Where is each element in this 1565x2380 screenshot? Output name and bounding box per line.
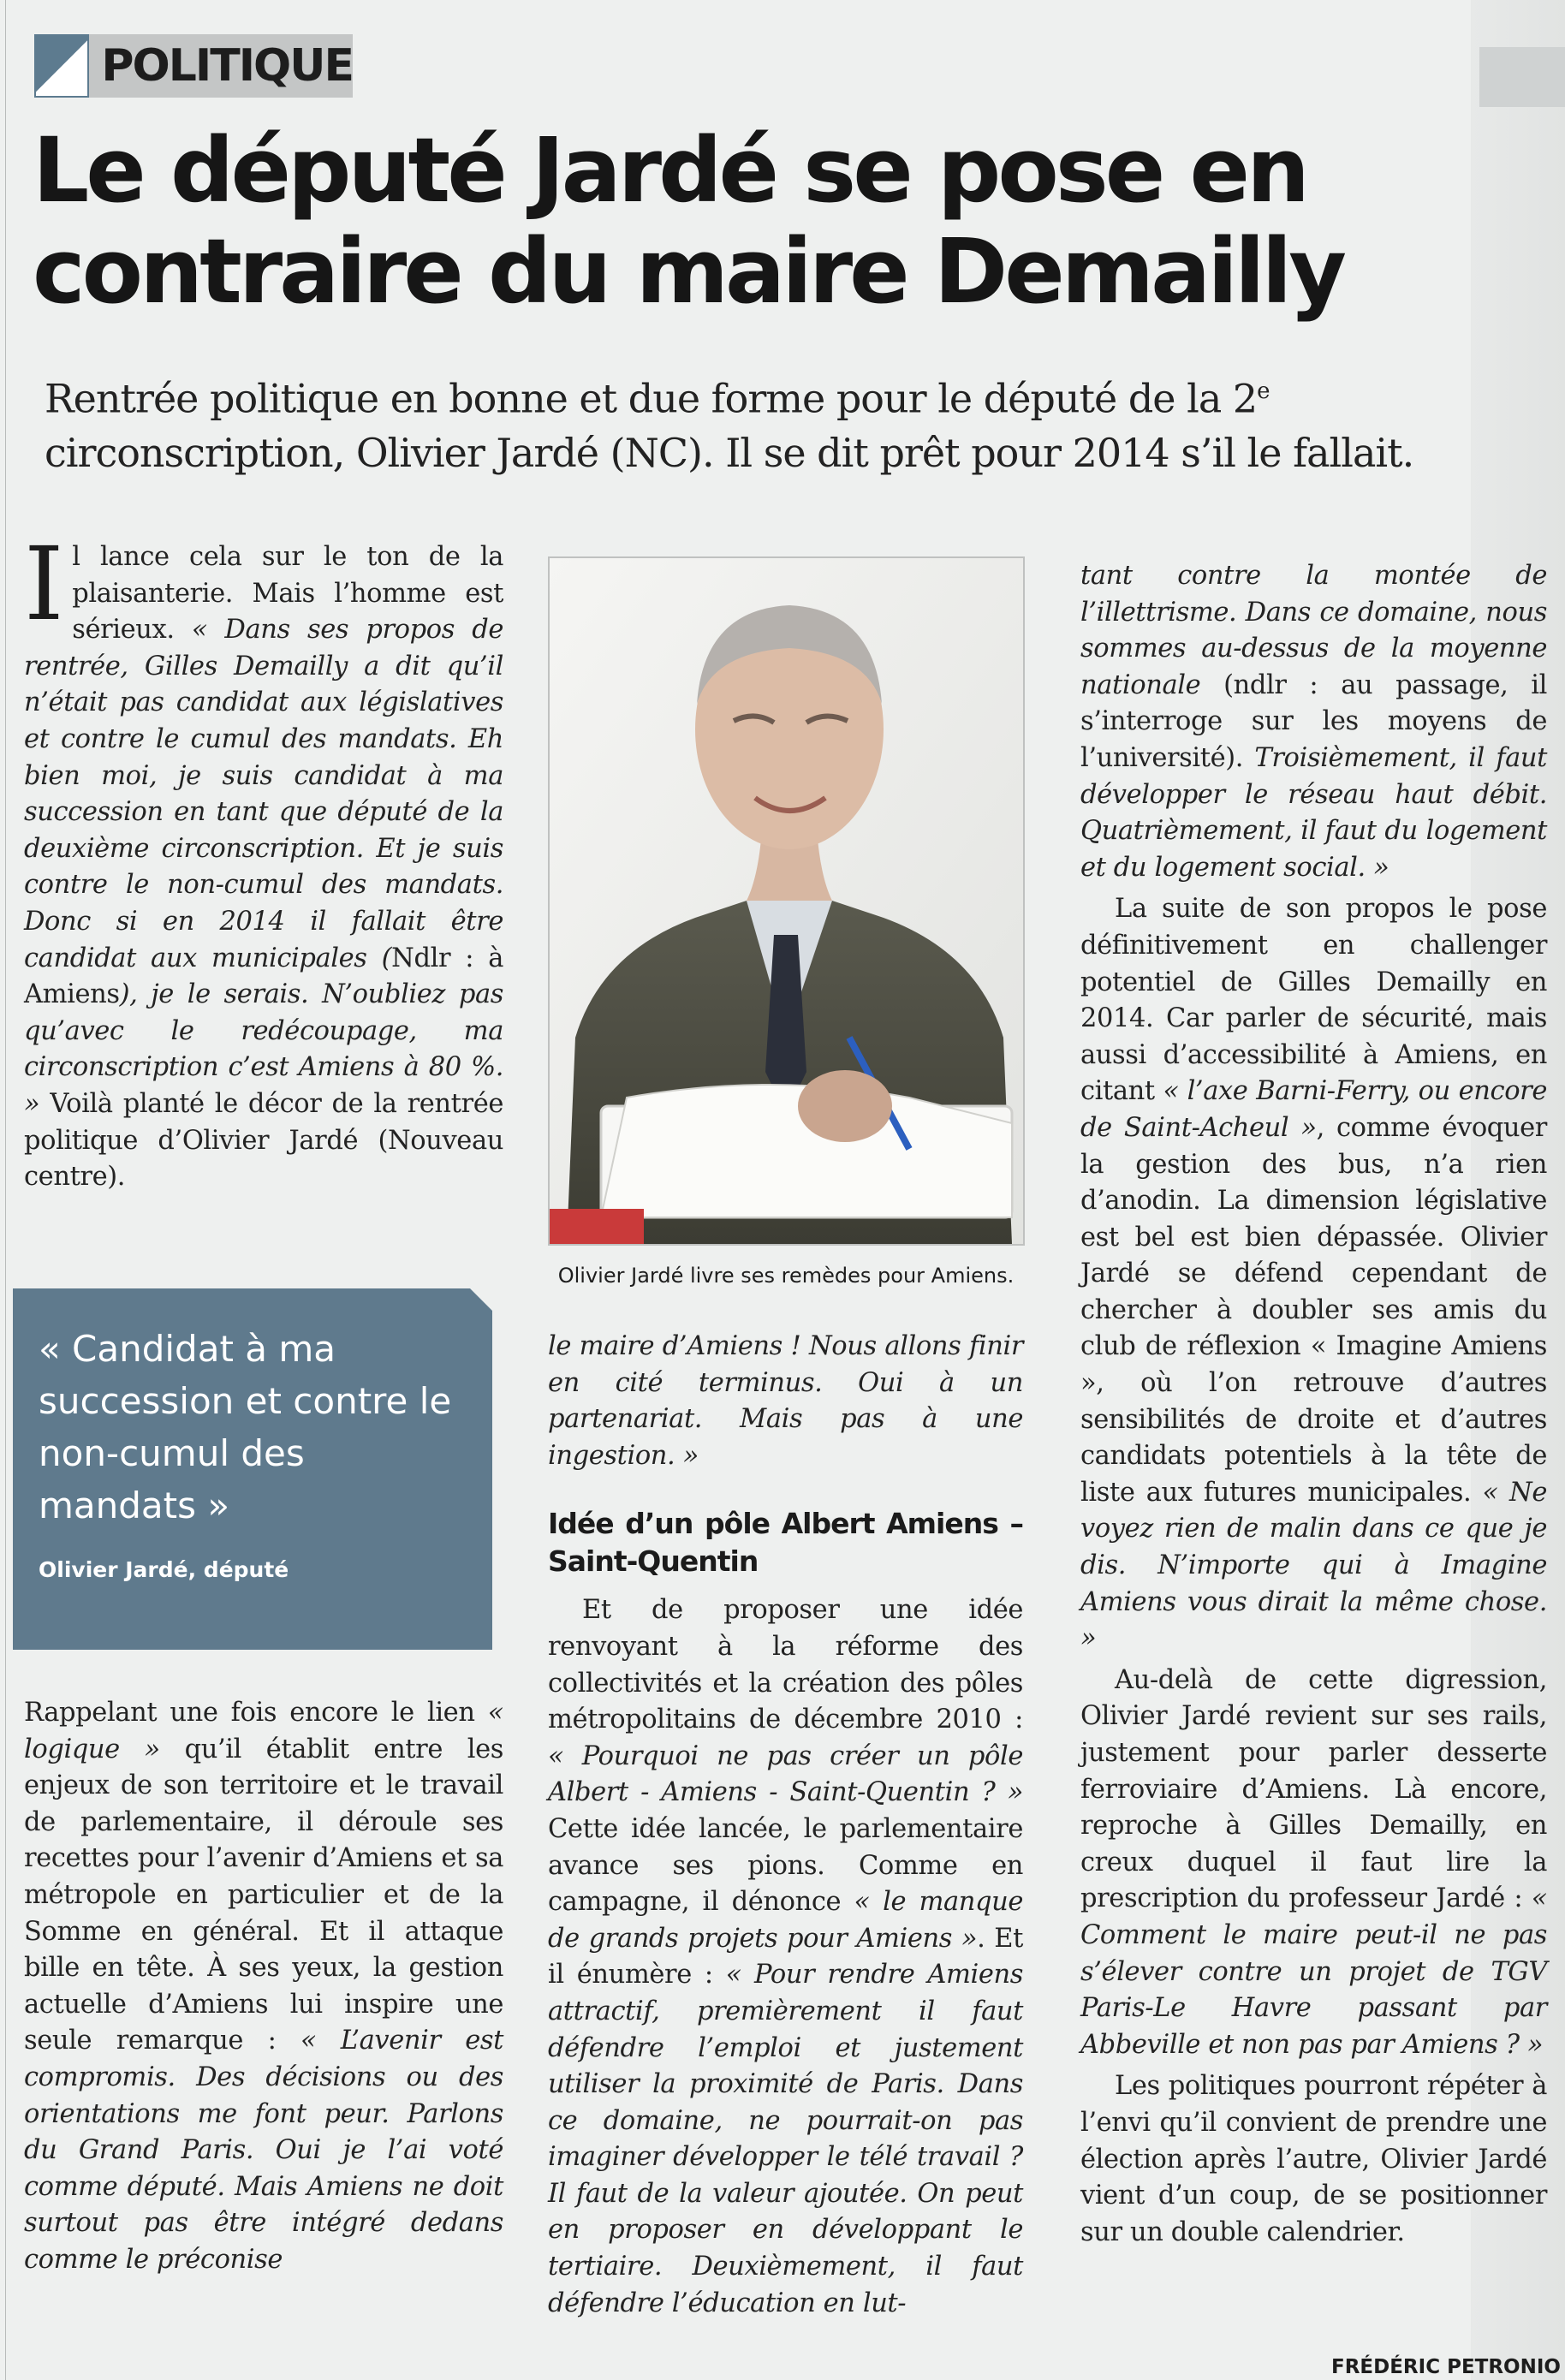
pull-quote-corner bbox=[470, 1288, 496, 1314]
article-column-3 bbox=[548, 1329, 1023, 2327]
text-run: La suite de son propos le pose définitivement en challenger potentiel de Gilles Demailly en 2014. Car parler de sécurité, mais aussi d’accessibilité à Amiens, en citant bbox=[1080, 894, 1547, 1107]
article-column-4 bbox=[1080, 558, 1547, 2256]
text-run: qu’il établit entre les enjeux de son territoire et le travail de parlementaire, il déroule ses recettes pour l’avenir d’Amiens et sa métropole en particulier et de la Somme en général. Et il attaque bille en tête. À ses yeux, la gestion actuelle d’Amiens lui inspire une seule remarque : bbox=[24, 1734, 503, 2056]
text-run: Et de proposer une idée renvoyant à la réforme des collectivités et la création des pôles métropolitains de décembre 2010 : bbox=[548, 1595, 1023, 1735]
standfirst bbox=[45, 364, 1517, 480]
quote-run: ), je le serais. N’oubliez pas qu’avec le redécoupage, ma circonscription c’est Amiens à 80 %. » bbox=[24, 979, 503, 1119]
subheading: Idée d’un pôle Albert Amiens – Saint-Quentin bbox=[548, 1507, 1023, 1579]
rubric-flag-icon bbox=[34, 34, 89, 98]
quote-run: Troisièmement, il faut développer le réseau haut débit. Quatrièmement, il faut du logement et du logement social. » bbox=[1080, 742, 1547, 883]
paragraph bbox=[548, 1329, 1023, 1474]
quote-run: « Pourquoi ne pas créer un pôle Albert - Amiens - Saint-Quentin ? » bbox=[548, 1740, 1023, 1808]
paragraph bbox=[1080, 558, 1547, 886]
text-run: Rappelant une fois encore le lien bbox=[24, 1698, 488, 1728]
article-column-1 bbox=[24, 525, 503, 1201]
page-edge-rule bbox=[5, 0, 6, 2380]
quote-run: « l’axe Barni-Ferry, ou encore de Saint-Acheul » bbox=[1080, 1076, 1547, 1143]
portrait-photo bbox=[548, 556, 1025, 1246]
pull-quote-box bbox=[13, 1288, 492, 1650]
standfirst-text-1: Rentrée politique en bonne et due forme pour le député de la 2 bbox=[45, 375, 1258, 422]
photo-caption: Olivier Jardé livre ses remèdes pour Amiens. bbox=[557, 1264, 1015, 1288]
paragraph: Les politiques pourront répéter à l’envi qu’il convient de prendre une élection après l’autre, Olivier Jardé vient d’un coup, de se positionner sur un double calendrier. bbox=[1080, 2071, 1547, 2247]
standfirst-text-2: circonscription, Olivier Jardé (NC). Il se dit prêt pour 2014 s’il le fallait. bbox=[45, 430, 1414, 477]
quote-run: « logique » bbox=[24, 1698, 503, 1764]
text-run: . Et il énumère : bbox=[548, 1923, 1023, 1990]
drop-cap: I bbox=[24, 525, 64, 643]
pull-quote-signature: Olivier Jardé, député bbox=[39, 1557, 289, 1582]
text-run: l lance cela sur le ton de la plaisanterie. Mais l’homme est sérieux. bbox=[72, 542, 503, 646]
section-rubric bbox=[34, 33, 353, 99]
headline: Le député Jardé se pose en contraire du maire Demailly bbox=[33, 118, 1344, 324]
portrait-illustration bbox=[550, 558, 1023, 1244]
quote-run: « Pour rendre Amiens attractif, premièrement il faut défendre l’emploi et justement utiliser la proximité de Paris. Dans ce domaine, ne pourrait-on pas imaginer développer le télé travail ? Il faut de la valeur ajoutée. On peut en proposer en développant le tertiaire. Deuxièmement, il faut défendre l’éducation en lut- bbox=[548, 1960, 1024, 2318]
text-run: Voilà planté le décor de la rentrée politique d’Olivier Jardé (Nouveau centre). bbox=[24, 1088, 503, 1193]
text-run: , comme évoquer la gestion des bus, n’a rien d’anodin. La dimension législative est bel est bien dépassée. Olivier Jardé se défend cependant de chercher à doubler ses amis du club de réflexion « Imagine Amiens », où l’on retrouve d’autres sensibilités de droite et d’autres candidats potentiels à la tête de liste aux futures municipales. bbox=[1080, 1112, 1547, 1508]
paragraph bbox=[1080, 1663, 1547, 2064]
standfirst-superscript: e bbox=[1257, 378, 1270, 404]
quote-run: « Dans ses propos de rentrée, Gilles Demailly a dit qu’il n’était pas candidat aux législatives et contre le cumul des mandats. Eh bien moi, je suis candidat à ma succession en tant que député de la deuxième circonscription. Et je suis contre le non-cumul des mandats. Donc si en 2014 il fallait être candidat aux municipales ( bbox=[24, 615, 503, 973]
paragraph bbox=[1080, 891, 1547, 1657]
quote-run: « L’avenir est compromis. Des décisions ou des orientations me font peur. Parlons du Grand Paris. Oui je l’ai voté comme député. Mais Amiens ne doit surtout pas être intégré dedans comme le préconise bbox=[24, 2026, 503, 2275]
quote-run: « Comment le maire peut-il ne pas s’élever contre un projet de TGV Paris-Le Havre passant par Abbeville et non pas par Amiens ? » bbox=[1080, 1883, 1547, 2060]
quote-run: le maire d’Amiens ! Nous allons finir en cité terminus. Oui à un partenariat. Mais pas à une ingestion. » bbox=[548, 1331, 1023, 1471]
pull-quote-text: « Candidat à ma succession et contre le non-cumul des mandats » bbox=[39, 1328, 452, 1526]
byline: FRÉDÉRIC PETRONIO bbox=[1331, 2356, 1561, 2378]
paragraph bbox=[24, 1695, 503, 2279]
text-run: Ndlr : à Amiens bbox=[24, 943, 503, 1010]
quote-run: « le manque de grands projets pour Amiens » bbox=[548, 1887, 1024, 1954]
paragraph bbox=[548, 1592, 1023, 2322]
text-run: Cette idée lancée, le parlementaire avance ses pions. Comme en campagne, il dénonce bbox=[548, 1813, 1023, 1918]
text-run: Au-delà de cette digression, Olivier Jardé revient sur ses rails, justement pour parler desserte ferroviaire d’Amiens. Là encore, reproche à Gilles Demailly, en creux duquel il faut lire la prescription du professeur Jardé : bbox=[1080, 1664, 1547, 1914]
text-run: (ndlr : au passage, il s’interroge sur les moyens de l’université). bbox=[1080, 669, 1547, 773]
rubric-label: POLITIQUE bbox=[89, 34, 353, 98]
paragraph bbox=[24, 525, 503, 1196]
quote-run: « Ne voyez rien de malin dans ce que je dis. N’importe qui à Imagine Amiens vous dirait la même chose. » bbox=[1080, 1477, 1547, 1654]
adjacent-rubric-block bbox=[1479, 47, 1565, 107]
quote-run: tant contre la montée de l’illettrisme. Dans ce domaine, nous sommes au-dessus de la moyenne nationale bbox=[1080, 561, 1547, 700]
article-column-2 bbox=[24, 1695, 503, 2284]
